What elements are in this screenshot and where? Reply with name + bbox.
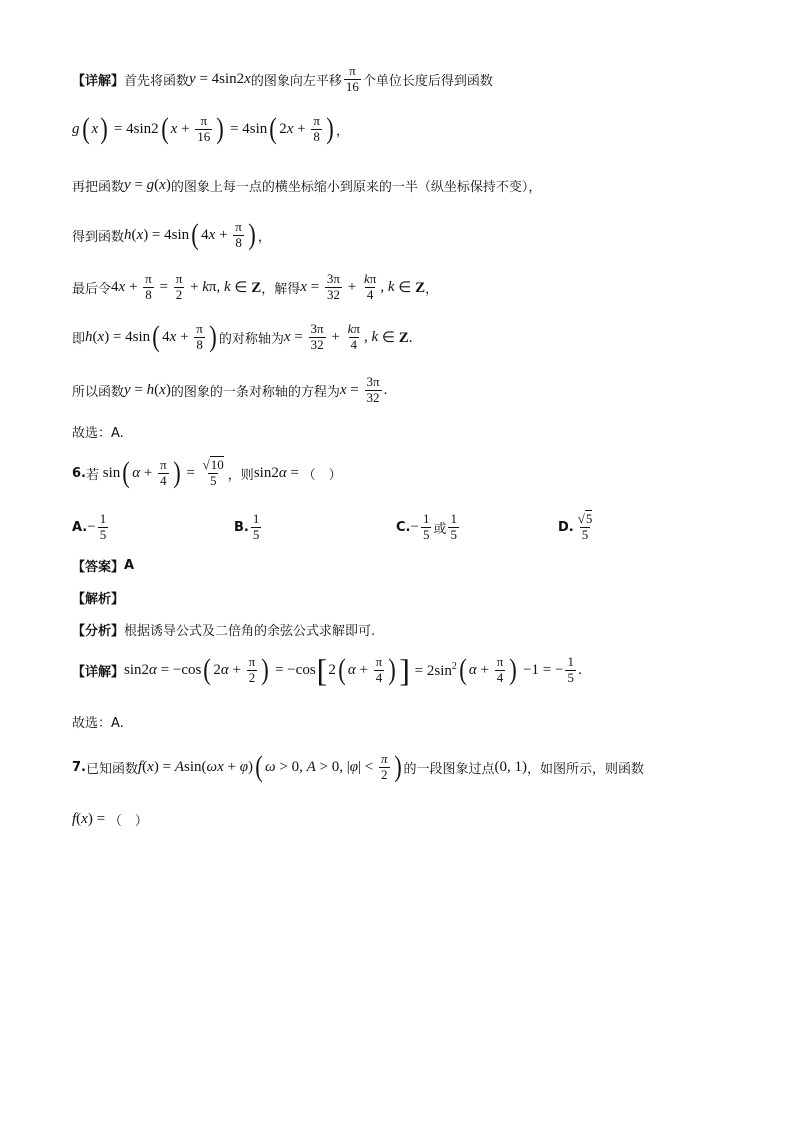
choice-line-2 (72, 712, 734, 731)
math: π, (208, 278, 224, 295)
detail-label: 【详解】 (72, 73, 125, 89)
math: h (124, 226, 132, 243)
analysis-label: 【解析】 (72, 592, 125, 607)
text: 得到函数 (72, 229, 125, 245)
math: h (146, 381, 155, 398)
detail-q6 (72, 654, 734, 686)
text: 或 (433, 521, 447, 537)
math: α (347, 661, 356, 678)
fraction: $\frac{\pi}{2}$ (248, 653, 256, 685)
math: f (138, 758, 143, 775)
math: ( (131, 226, 137, 243)
paren: ( (338, 653, 346, 686)
fraction: $\frac{1}{5}$ (567, 653, 574, 685)
math: + (176, 328, 193, 345)
paren: ( (152, 320, 160, 354)
paren: ) (261, 653, 269, 686)
math: ) = 4sin (143, 226, 190, 243)
paren: ) (248, 218, 256, 252)
math: g (72, 120, 80, 137)
math: α (149, 661, 157, 678)
math: x (147, 758, 154, 775)
text: ，则 (227, 467, 254, 483)
math: φ (349, 758, 359, 775)
text: 的图象的一条对称轴的方程为 (170, 384, 340, 400)
fraction: $\frac{k\pi}{4}$ (347, 321, 360, 352)
paren: ( (459, 653, 467, 686)
fraction: $\frac{3\pi}{32}$ (310, 321, 324, 352)
math: + (140, 464, 157, 481)
bracket: ] (399, 652, 410, 688)
math: k (224, 278, 231, 295)
math: = −cos (271, 661, 316, 678)
math: k (371, 328, 379, 345)
text: （ ） (302, 467, 342, 483)
text: ，如图所示，则函数 (527, 761, 645, 777)
math: , (363, 328, 372, 345)
math: = (130, 381, 147, 398)
choice-text: 故选：A. (72, 426, 124, 441)
math: (0, 1) (494, 758, 528, 775)
fraction: $\frac{3\pi}{32}$ (326, 271, 340, 302)
math: x (283, 328, 291, 345)
math: 4 (201, 226, 209, 243)
math: sin (183, 758, 202, 775)
analysis-sub-line (72, 620, 734, 639)
paren: ( (160, 112, 169, 146)
fraction: $\frac{1}{5}$ (252, 511, 260, 542)
text: 首先将函数 (124, 73, 190, 89)
option-b (234, 512, 263, 543)
math: = (290, 328, 307, 345)
detail-line-7 (72, 375, 734, 406)
option-label: B. (234, 519, 249, 535)
fraction: $\frac{√10}{5}$ (202, 457, 224, 488)
analysis-sub-label: 【分析】 (72, 624, 125, 639)
fraction: $\frac{\pi}{2}$ (381, 751, 388, 782)
math: x (159, 381, 166, 398)
math: y (124, 381, 131, 398)
math: sin2 (253, 464, 279, 481)
fraction: $\frac{1}{5}$ (422, 511, 430, 542)
option-d (558, 512, 596, 543)
math: ( (201, 758, 207, 775)
math: − (87, 518, 96, 535)
text: 根据诱导公式及二倍角的余弦公式求解即可. (124, 624, 376, 639)
paren: ) (326, 112, 334, 146)
math: ω (265, 758, 276, 775)
text: 即 (72, 331, 86, 347)
math: x (91, 120, 99, 137)
math: A (174, 758, 184, 775)
fraction: $\frac{\pi}{4}$ (375, 653, 383, 685)
math: + (177, 120, 194, 137)
math: > 0, | (315, 758, 350, 775)
math: = (130, 177, 147, 193)
math: = 4sin (226, 120, 268, 137)
fraction: $\frac{3\pi}{32}$ (366, 374, 380, 405)
fraction: $\frac{1}{5}$ (450, 511, 457, 542)
math: ) = 4sin (104, 328, 151, 345)
math: ) = (153, 758, 175, 775)
math: x (286, 120, 294, 137)
option-label: D. (558, 519, 574, 535)
answer-value: A (124, 558, 135, 573)
math: − (410, 518, 419, 535)
text: 再把函数 (72, 180, 125, 195)
math: k (202, 278, 209, 295)
question-7-cont (72, 810, 734, 829)
math: | < (358, 758, 378, 775)
question-number: 6. (72, 465, 86, 481)
formula-g (72, 114, 734, 145)
detail-line-6 (72, 322, 734, 353)
choice-text: 故选：A. (72, 716, 124, 731)
math: α (132, 464, 141, 481)
math: x (136, 226, 144, 243)
option-a (72, 512, 110, 543)
paren: ( (122, 456, 131, 490)
math: = 4sin2 (195, 70, 245, 87)
text: 的对称轴为 (218, 331, 284, 347)
math: x (339, 381, 347, 398)
math: y (189, 70, 196, 87)
math: + (344, 278, 360, 295)
math: + (327, 328, 344, 345)
question-6 (72, 458, 734, 489)
math: = −cos (156, 661, 202, 678)
formula-h (72, 220, 734, 251)
paren: ( (203, 653, 212, 686)
paren: ) (209, 320, 217, 354)
question-number: 7. (72, 759, 86, 775)
text: 的图象上每一点的横坐标缩小到原来的一半（纵坐标保持不变）， (170, 180, 542, 195)
math: > 0, (275, 758, 307, 775)
math: h (85, 328, 93, 345)
comma: ， (257, 229, 271, 245)
paren: ( (81, 112, 90, 146)
math: x (159, 177, 166, 193)
detail-label: 【详解】 (72, 664, 125, 680)
comma: ， (335, 123, 349, 139)
paren: ) (393, 750, 402, 784)
math: g (146, 177, 155, 193)
math: sin (99, 464, 121, 481)
math: 4 (111, 278, 119, 295)
paren: ( (191, 218, 199, 252)
math: y (124, 177, 131, 193)
text: ，解得 (261, 281, 301, 297)
fraction: $\frac{k\pi}{4}$ (363, 271, 377, 302)
paren: ( (255, 750, 263, 784)
fraction: $\frac{\pi}{16}$ (345, 63, 359, 94)
detail-line-5 (72, 272, 734, 303)
math: ( (92, 328, 98, 345)
option-c (396, 512, 461, 543)
text: 所以函数 (72, 384, 125, 400)
paren: ) (100, 112, 108, 146)
text: （ ） (108, 814, 148, 829)
fraction: $\frac{1}{5}$ (99, 511, 107, 542)
math: ( (76, 811, 82, 827)
math: sin2 (124, 661, 150, 678)
math: + (125, 278, 142, 295)
option-label: A. (72, 519, 88, 535)
math: ) (165, 381, 171, 398)
fraction: $\frac{\pi}{8}$ (313, 113, 320, 144)
math: ∈ Z (230, 279, 262, 296)
math: α (468, 661, 477, 678)
math: = (155, 278, 172, 295)
math: + (293, 120, 310, 137)
fraction: $\frac{\pi}{4}$ (160, 457, 167, 488)
math: + (223, 758, 240, 775)
math: ωx (206, 758, 224, 775)
math: , (380, 278, 388, 295)
math: ) (165, 177, 171, 193)
fraction: $\frac{√5}{5}$ (577, 511, 593, 542)
math: + (186, 278, 203, 295)
math: + (476, 661, 493, 678)
fraction: $\frac{\pi}{2}$ (175, 271, 183, 302)
answer-line (72, 556, 734, 575)
text: 的图象向左平移 (250, 73, 342, 89)
math: x (97, 328, 105, 345)
detail-line-3 (72, 176, 734, 195)
math: 2 (328, 661, 336, 678)
math: x (81, 811, 88, 827)
math: f (72, 811, 77, 827)
fraction: $\frac{\pi}{8}$ (196, 321, 203, 352)
math: ( (154, 381, 160, 398)
comma: ， (425, 281, 439, 297)
math: ( (154, 177, 160, 193)
paren: ) (216, 112, 225, 146)
math: x (244, 70, 251, 87)
answer-label: 【答案】 (72, 560, 125, 575)
paren: ) (172, 456, 181, 490)
math: 4 (162, 328, 170, 345)
math: + (215, 226, 232, 243)
math: . (383, 381, 388, 398)
question-7 (72, 752, 734, 783)
math: x (169, 328, 177, 345)
math: = $2\sin^2$ (410, 660, 457, 679)
text: 若 (85, 467, 99, 483)
math: = 4sin2 (110, 120, 159, 137)
analysis-line (72, 588, 734, 607)
math: A (306, 758, 316, 775)
choice-line-1 (72, 422, 734, 441)
paren: ) (509, 653, 518, 686)
math: + (355, 661, 372, 678)
detail-line-1 (72, 64, 734, 95)
fraction: $\frac{\pi}{16}$ (197, 113, 211, 144)
text: 已知函数 (85, 761, 138, 777)
math: α (278, 464, 287, 481)
math: ) (248, 758, 254, 775)
math: ∈ Z (394, 279, 426, 296)
math: ∈ Z. (378, 329, 413, 346)
text: 个单位长度后得到函数 (362, 73, 493, 89)
math: ) = (87, 811, 109, 827)
math: = (306, 278, 323, 295)
text: 的一段图象过点 (403, 761, 495, 777)
fraction: $\frac{\pi}{4}$ (496, 653, 504, 685)
math: 2 (213, 661, 221, 678)
math: k (387, 278, 395, 295)
fraction: $\frac{\pi}{8}$ (235, 219, 242, 250)
math: x (208, 226, 216, 243)
math: α (220, 661, 229, 678)
math: . (577, 661, 582, 678)
math: 2 (279, 120, 287, 137)
math: x (118, 278, 126, 295)
math: = (182, 464, 199, 481)
math: = (286, 464, 303, 481)
option-label: C. (396, 519, 411, 535)
paren: ( (269, 112, 277, 146)
math: x (170, 120, 178, 137)
fraction: $\frac{\pi}{8}$ (145, 271, 152, 302)
math: φ (239, 758, 249, 775)
text: 最后令 (72, 281, 112, 297)
math: + (228, 661, 245, 678)
math: −1 = − (519, 661, 564, 678)
bracket: [ (316, 652, 328, 688)
math: = (346, 381, 363, 398)
math: x (300, 278, 307, 295)
math: ( (142, 758, 148, 775)
paren: ) (388, 653, 396, 686)
